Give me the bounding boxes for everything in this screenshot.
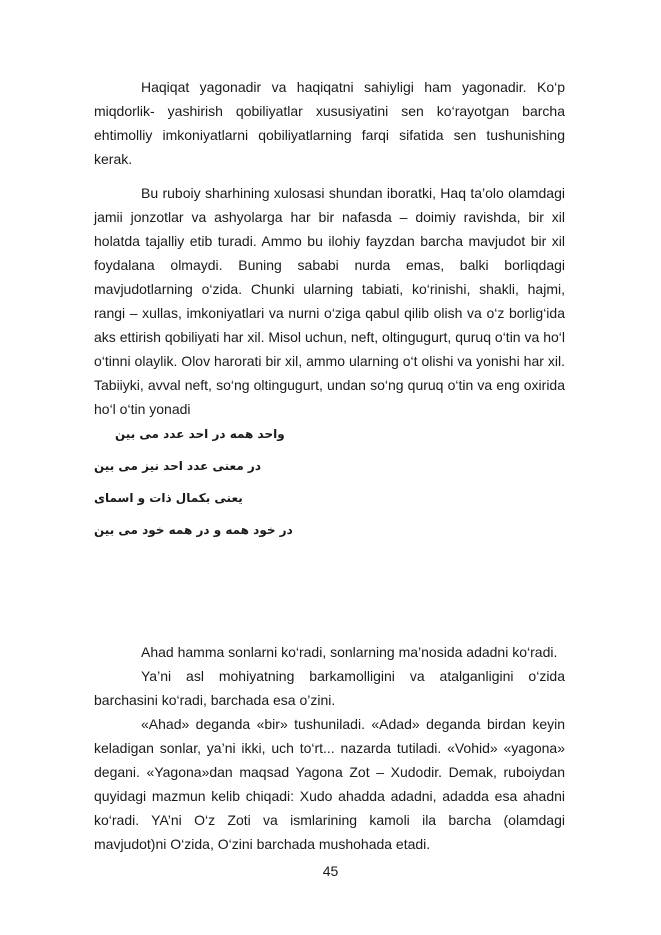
- verse-line-4: در خود همه و در همه خود می بین: [94, 523, 293, 537]
- verse-line-1: واحد همه در احد عدد می بین: [115, 427, 285, 441]
- verse-line-2: در معنی عدد احد نیز می بین: [94, 459, 261, 473]
- page-number: 45: [322, 863, 339, 879]
- paragraph-5: «Ahad» deganda «bir» tushuniladi. «Adad» deganda birdan keyin keladigan sonlar, ya’ni ikki, uch to‘rt... nazarda tutiladi. «Vohid» «yagona» degani. «Yagona»dan maqsad Yagona Zot – Xudodir. Demak, ruboiydan quyidagi mazmun kelib chiqadi: Xudo ahadda adadni, adadda esa ahadni ko‘radi. YA’ni O‘z Zoti va ismlarining kamoli ila barcha (olamdagi mavjudot)ni O‘zida, O‘zini barchada mushohada etadi.: [94, 716, 565, 852]
- paragraph-4: Ya’ni asl mohiyatning barkamolligini va atalganligini o‘zida barchasini ko‘radi, barchada esa o’zini.: [94, 668, 565, 708]
- paragraph-2: Bu ruboiy sharhining xulosasi shundan iboratki, Haq ta’olo olamdagi jamii jonzotlar va ashyolarga har bir nafasda – doimiy ravishda, bir xil holatda tajalliy etib turadi. Ammo bu ilohiy fayzdan barcha mavjudot bir xil foydalana olmaydi. Buning sababi nurda emas, balki borliqdagi mavjudotlarning o‘zida. Chunki ularning tabiati, ko‘rinishi, shakli, hajmi, rangi – xullas, imkoniyatlari va nurni o‘ziga qabul qilib olish va o‘z borlig‘ida aks ettirish qobiliyati har xil. Misol uchun, neft, oltingugurt, quruq o‘tin va ho‘l o‘tinni olaylik. Olov harorati bir xil, ammo ularning o‘t olishi va yonishi har xil. Tabiiyki, avval neft, so‘ng oltingugurt, undan so‘ng quruq o‘tin va eng oxirida ho‘l o‘tin yonadi: [94, 185, 565, 417]
- paragraph-1: Haqiqat yagonadir va haqiqatni sahiyligi ham yagonadir. Ko‘p miqdorlik- yashirish qobiliyatlar xususiyatini sen ko‘rayotgan barcha ehtimolliy imkoniyatlarni qobiliyatlarning farqi sifatida sen tushunishing kerak.: [94, 79, 565, 167]
- paragraph-3: Ahad hamma sonlarni ko‘radi, sonlarning ma’nosida adadni ko‘radi.: [141, 644, 558, 660]
- verse-line-3: یعنی بکمال ذات و اسمای: [94, 491, 243, 505]
